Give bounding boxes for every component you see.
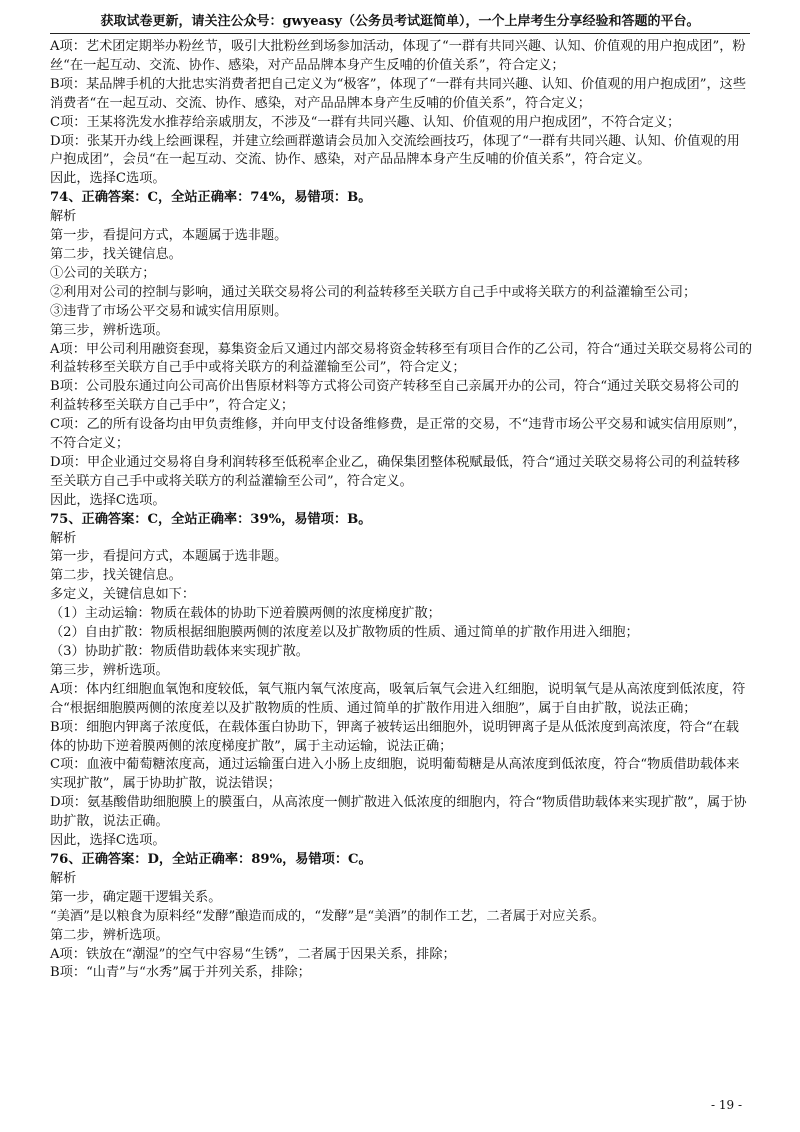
paragraph: B项：某品牌手机的大批忠实消费者把自己定义为“极客”，体现了“一群有共同兴趣、认知、价值观的用户抱成团”，这些消费者“在一起互动、交流、协作、感染，对产品品牌本身产生反哺的价值关系”，符合定义；	[50, 76, 747, 111]
paragraph: ③违背了市场公平交易和诚实信用原则。	[50, 303, 288, 319]
paragraph: 因此，选择C选项。	[50, 833, 166, 849]
paragraph: 解析	[50, 870, 77, 886]
paragraph: 解析	[50, 209, 77, 225]
paragraph: C项：血液中葡萄糖浓度高，通过运输蛋白进入小肠上皮细胞，说明葡萄糖是从高浓度到低浓度，符合“物质借助载体来实现扩散”，属于协助扩散，说法错误；	[50, 757, 740, 792]
paragraph: 第二步，找关键信息。	[50, 568, 182, 584]
paragraph: 第二步，找关键信息。	[50, 246, 182, 262]
paragraph: 第一步，确定题干逻辑关系。	[50, 889, 222, 905]
paragraph: D项：氨基酸借助细胞膜上的膜蛋白，从高浓度一侧扩散进入低浓度的细胞内，符合“物质借助载体来实现扩散”，属于协助扩散，说法正确。	[50, 795, 747, 830]
paragraph: 因此，选择C选项。	[50, 492, 166, 508]
paragraph: D项：甲企业通过交易将自身利润转移至低税率企业乙，确保集团整体税赋最低，符合“通过关联交易将公司的利益转移至关联方自己手中或将关联方的利益灌输至公司”，符合定义。	[50, 454, 740, 489]
paragraph: ②利用对公司的控制与影响，通过关联交易将公司的利益转移至关联方自己手中或将关联方的利益灌输至公司；	[50, 284, 697, 300]
paragraph: B项：细胞内钾离子浓度低，在载体蛋白协助下，钾离子被转运出细胞外，说明钾离子是从低浓度到高浓度，符合“在载体的协助下逆着膜两侧的浓度梯度扩散”，属于主动运输，说法正确；	[50, 719, 739, 754]
page-number: - 19 -	[710, 1098, 742, 1112]
paragraph: ①公司的关联方；	[50, 265, 156, 281]
page-header: 获取试卷更新，请关注公众号：gwyeasy（公务员考试逛简单），一个上岸考生分享经验和答题的平台。	[50, 10, 750, 34]
paragraph: C项：乙的所有设备均由甲负责维修，并向甲支付设备维修费，是正常的交易，不“违背市场公平交易和诚实信用原则”，不符合定义；	[50, 417, 747, 452]
paragraph: 因此，选择C选项。	[50, 171, 166, 187]
paragraph: （3）协助扩散：物质借助载体来实现扩散。	[50, 644, 309, 659]
answer-heading: 75、正确答案：C，全站正确率：39%，易错项：B。	[50, 511, 372, 527]
paragraph: “美酒”是以粮食为原料经“发酵”酿造而成的，“发酵”是“美酒”的制作工艺，二者属于对应关系。	[50, 908, 606, 924]
paragraph: 第三步，辨析选项。	[50, 322, 169, 338]
paragraph: 解析	[50, 530, 77, 546]
answer-heading: 76、正确答案：D，全站正确率：89%，易错项：C。	[50, 851, 372, 867]
paragraph: （1）主动运输：物质在载体的协助下逆着膜两侧的浓度梯度扩散；	[50, 606, 441, 622]
paragraph: A项：铁放在“潮湿”的空气中容易“生锈”，二者属于因果关系，排除；	[50, 946, 456, 962]
paragraph: 第一步，看提问方式，本题属于选非题。	[50, 549, 288, 565]
paragraph: A项：艺术团定期举办粉丝节，吸引大批粉丝到场参加活动，体现了“一群有共同兴趣、认知、价值观的用户抱成团”，粉丝“在一起互动、交流、协作、感染，对产品品牌本身产生反哺的价值关系”，符合定义；	[50, 39, 746, 73]
paragraph: 多定义，关键信息如下：	[50, 587, 196, 603]
paragraph: D项：张某开办线上绘画课程，并建立绘画群邀请会员加入交流绘画技巧，体现了“一群有共同兴趣、认知、价值观的用户抱成团”，会员“在一起互动、交流、协作、感染，对产品品牌本身产生反哺的价值关系”，符合定义。	[50, 133, 740, 168]
paragraph: A项：体内红细胞血氧饱和度较低，氧气瓶内氧气浓度高，吸氧后氧气会进入红细胞，说明氧气是从高浓度到低浓度，符合“根据细胞膜两侧的浓度差以及扩散物质的性质、通过简单的扩散作用进入细胞”，属于自由扩散，说法正确；	[50, 681, 746, 716]
paragraph: 第二步，辨析选项。	[50, 927, 169, 943]
paragraph: B项：公司股东通过向公司高价出售原材料等方式将公司资产转移至自己亲属开办的公司，符合“通过关联交易将公司的利益转移至关联方自己手中”，符合定义；	[50, 379, 739, 414]
document-body	[50, 38, 752, 983]
paragraph: 第三步，辨析选项。	[50, 662, 169, 678]
paragraph: B项：“山青”与“水秀”属于并列关系，排除；	[50, 965, 311, 981]
paragraph: A项：甲公司利用融资套现，募集资金后又通过内部交易将资金转移至有项目合作的乙公司，符合“通过关联交易将公司的利益转移至关联方自己手中或将关联方的利益灌输至公司”，符合定义；	[50, 341, 753, 376]
paragraph: C项：王某将洗发水推荐给亲戚朋友，不涉及“一群有共同兴趣、认知、价值观的用户抱成团”，不符合定义；	[50, 114, 681, 130]
paragraph: （2）自由扩散：物质根据细胞膜两侧的浓度差以及扩散物质的性质、通过简单的扩散作用进入细胞；	[50, 625, 639, 641]
answer-heading: 74、正确答案：C，全站正确率：74%，易错项：B。	[50, 190, 372, 206]
paragraph: 第一步，看提问方式，本题属于选非题。	[50, 228, 288, 244]
